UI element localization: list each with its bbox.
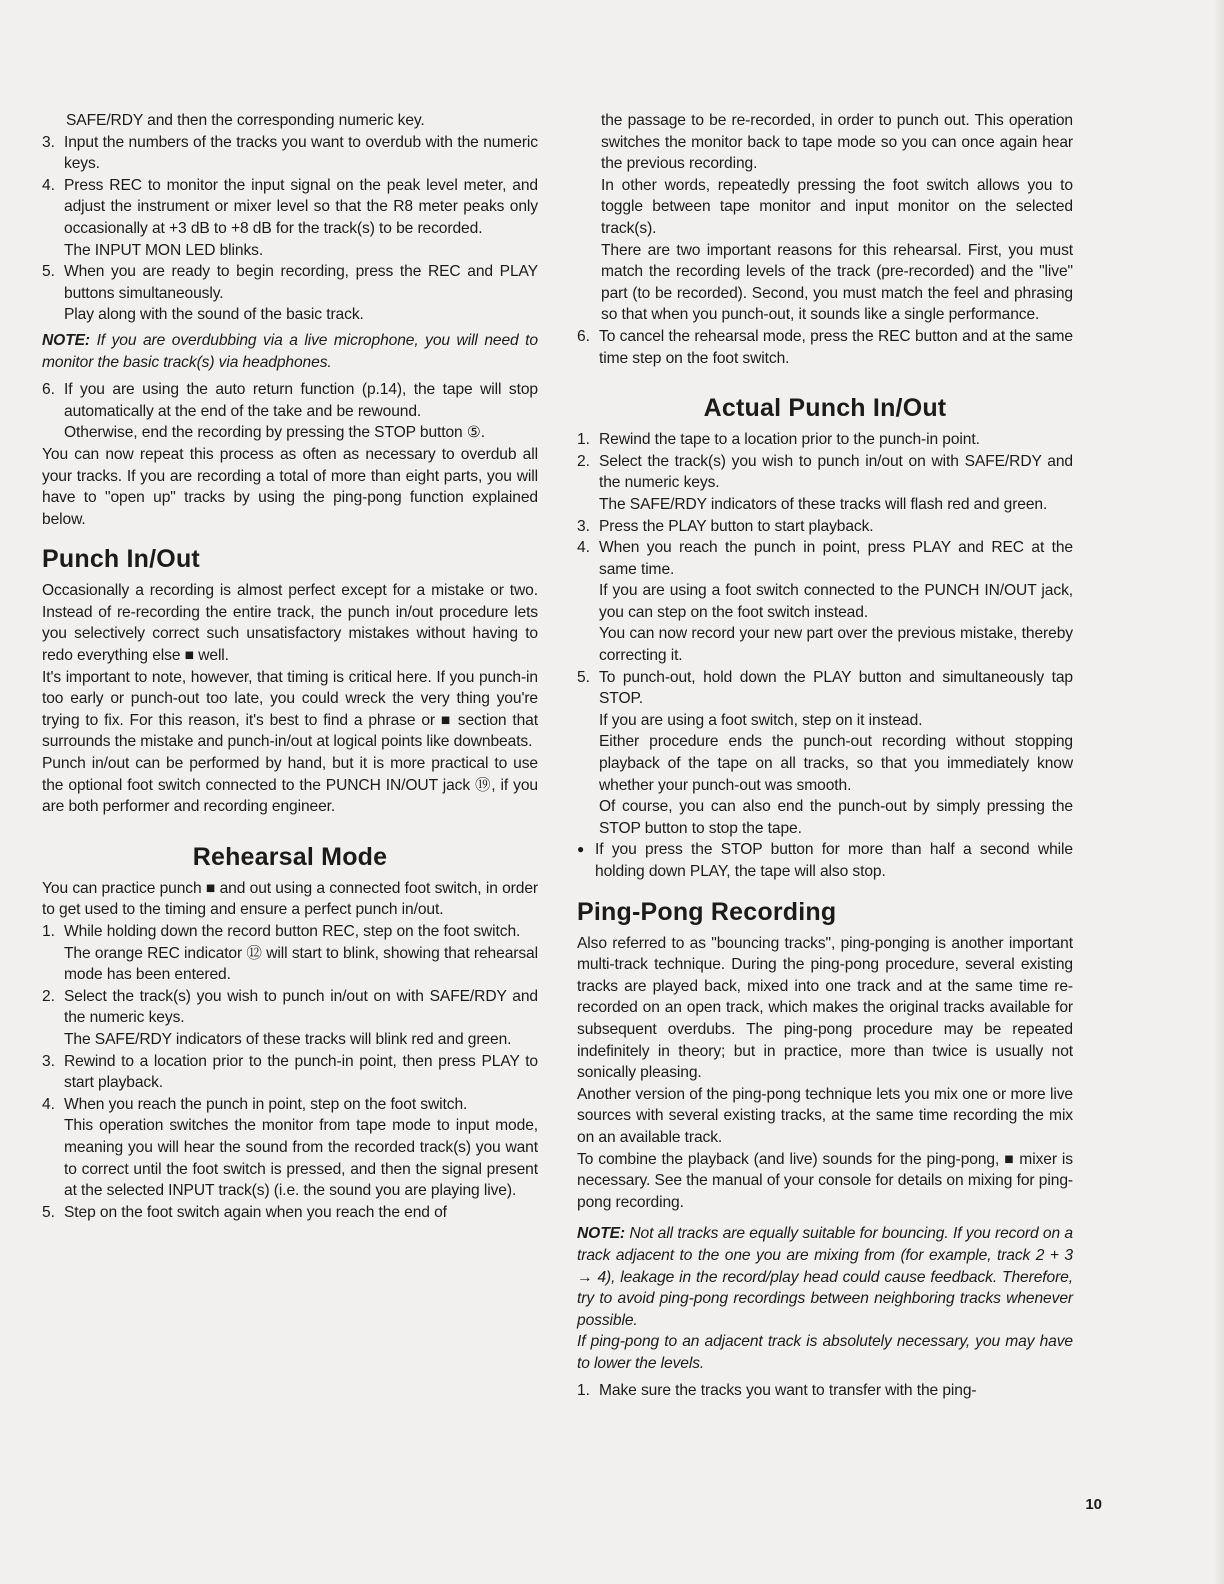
rehearsal-steps-list: [42, 921, 538, 1223]
step-number: 4.: [42, 176, 55, 194]
step-number: 3.: [42, 133, 55, 151]
step-paragraph: While holding down the record button REC, step on the foot switch.: [64, 923, 521, 940]
right-column: [577, 110, 1073, 1402]
note-2-text: Not all tracks are equally suitable for bouncing. If you record on a track adjacent to the one you are mixing from (for example, track 2 + 3 → 4), leakage in the record/play head could cause feedback. Therefore, try to avoid ping-pong recordings between neighboring tracks whenever possible.: [577, 1225, 1073, 1329]
step-number: 5.: [577, 668, 590, 686]
ping-step-1: [577, 1380, 1073, 1402]
list-item: [42, 132, 538, 175]
step-text: [64, 261, 538, 326]
step-paragraph: The SAFE/RDY indicators of these tracks will flash red and green.: [599, 495, 1048, 513]
step-paragraph: If you are using the auto return function (p.14), the tape will stop automatically at the end of the take and be rewound.: [64, 381, 538, 420]
step-text: [64, 1202, 538, 1224]
step-text: [64, 1094, 538, 1202]
step-paragraph: The INPUT MON LED blinks.: [64, 241, 264, 259]
ping-paragraphs: [577, 933, 1073, 1214]
step-paragraph: Select the track(s) you wish to punch in/out on with SAFE/RDY and the numeric keys.: [64, 987, 538, 1027]
note-2-label: NOTE:: [577, 1225, 626, 1243]
step-paragraph: When you reach the punch in point, press PLAY and REC at the same time.: [599, 539, 1073, 578]
bullet-text: If you press the STOP button for more than half a second while holding down PLAY, the tape will also stop.: [595, 841, 1073, 880]
list-item: [42, 1094, 538, 1202]
step-paragraph: Select the track(s) you wish to punch in/out on with SAFE/RDY and the numeric keys.: [599, 452, 1073, 492]
body-paragraph: the passage to be re-recorded, in order to punch out. This operation switches the monitor back to tape mode so you can once again hear the previous recording.: [601, 112, 1073, 173]
step-number: 5.: [42, 1203, 55, 1221]
list-item: [577, 1380, 1073, 1402]
page-edge-shadow: [1214, 0, 1224, 1584]
list-item: [42, 986, 538, 1051]
step-text: [599, 1380, 1073, 1402]
step-number: 2.: [42, 987, 55, 1005]
body-paragraph: In other words, repeatedly pressing the foot switch allows you to toggle between tape monitor and input monitor on the selected track(s).: [601, 176, 1073, 237]
step-text: [64, 1051, 538, 1094]
list-item: [42, 175, 538, 261]
body-paragraph: Punch in/out can be performed by hand, but it is more practical to use the optional foot switch connected to the PUNCH IN/OUT jack ⑲, if you are both performer and recording engineer.: [42, 755, 538, 816]
step-paragraph: When you are ready to begin recording, press the REC and PLAY buttons simultaneously.: [64, 263, 538, 302]
list-item: [577, 429, 1073, 451]
step-number: 3.: [42, 1052, 55, 1070]
step-paragraph: Press the PLAY button to start playback.: [599, 517, 874, 535]
step-number: 2.: [577, 452, 590, 470]
step-paragraph: Otherwise, end the recording by pressing the STOP button ⑤.: [64, 424, 485, 442]
step-text: [599, 516, 1073, 538]
list-item: [577, 451, 1073, 516]
step-number: 6.: [42, 381, 55, 399]
step-paragraph: If you are using a foot switch, step on it instead.: [599, 711, 923, 729]
step-number: 4.: [577, 539, 590, 557]
step-text: [599, 537, 1073, 667]
step-paragraph: The orange REC indicator ⑫ will start to blink, showing that rehearsal mode has been entered.: [64, 944, 538, 984]
step-paragraph: Play along with the sound of the basic track.: [64, 306, 364, 324]
step-paragraph: Input the numbers of the tracks you want to overdub with the numeric keys.: [64, 133, 538, 173]
step-text: [64, 132, 538, 175]
step-paragraph: When you reach the punch in point, step on the foot switch.: [64, 1095, 468, 1113]
body-paragraph: It's important to note, however, that timing is critical here. If you punch-in too early or punch-out too late, you could wreck the very thing you're trying to fix. For this reason, it's best to find a phrase or ■ section that surrounds the mistake and punch-in/out at logical points like downbeats.: [42, 668, 538, 751]
step-paragraph: Of course, you can also end the punch-out by simply pressing the STOP button to stop the tape.: [599, 798, 1073, 837]
body-paragraph: Also referred to as "bouncing tracks", ping-ponging is another important multi-track technique. During the ping-pong procedure, several existing tracks are played back, mixed into one track and at the same time re-recorded on an open track, which makes the original tracks available for subsequent overdubs. The ping-pong procedure may be repeated indefinitely in theory; but in practice, more than twice is usually not sonically pleasing.: [577, 934, 1073, 1082]
step-paragraph: The SAFE/RDY indicators of these tracks will blink red and green.: [64, 1030, 512, 1048]
note-2: [577, 1223, 1073, 1331]
step-text: [64, 379, 538, 444]
step-text: [599, 667, 1073, 840]
rehearsal-mode-heading: Rehearsal Mode: [192, 842, 388, 871]
step-text: [599, 326, 1073, 369]
bullet-dot-icon: ●: [577, 842, 585, 857]
list-item: [42, 1202, 538, 1224]
step-number: 5.: [42, 263, 55, 281]
note-1: [42, 330, 538, 373]
step-text: [64, 921, 538, 986]
punch-inout-heading: Punch In/Out: [42, 545, 200, 574]
step-text: [64, 986, 538, 1051]
list-item: [577, 516, 1073, 538]
body-paragraph: There are two important reasons for this rehearsal. First, you must match the recording levels of the track (pre-recorded) and the "live" part (to be recorded). Second, you must match the feel and phrasing so that when you punch-out, it sounds like a single performance.: [601, 241, 1073, 324]
actual-punch-heading: Actual Punch In/Out: [703, 394, 947, 423]
punch-paragraphs: [42, 580, 538, 818]
step-paragraph: Rewind the tape to a location prior to the punch-in point.: [599, 431, 980, 449]
steps-a-list: [42, 132, 538, 326]
step-paragraph: To cancel the rehearsal mode, press the REC button and at the same time step on the foot switch.: [599, 327, 1073, 367]
ping-pong-heading: Ping-Pong Recording: [577, 897, 837, 926]
list-item: [42, 1051, 538, 1094]
body-paragraph: Occasionally a recording is almost perfect except for a mistake or two. Instead of re-recording the entire track, the punch in/out procedure lets you selectively correct such unsatisfactory mistakes without having to redo everything else ■ well.: [42, 582, 538, 665]
body-paragraph: To combine the playback (and live) sounds for the ping-pong, ■ mixer is necessary. See the manual of your console for details on mixing for ping-pong recording.: [577, 1150, 1073, 1211]
note-1-text: If you are overdubbing via a live microphone, you will need to monitor the basic track(s) via headphones.: [42, 331, 538, 371]
step-text: [599, 429, 1073, 451]
list-item: [42, 379, 538, 444]
continued-line: SAFE/RDY and then the corresponding numeric key.: [66, 112, 425, 129]
list-item: [577, 326, 1073, 369]
note-1-label: NOTE:: [42, 331, 91, 349]
step-paragraph: Either procedure ends the punch-out recording without stopping playback of the tape on all tracks, so that you immediately know whether your punch-out was smooth.: [599, 733, 1073, 794]
step-number: 1.: [577, 1382, 590, 1400]
step-number: 3.: [577, 517, 590, 535]
step-number: 4.: [42, 1095, 55, 1113]
rehearsal-step-6: [577, 326, 1073, 369]
list-item: [577, 667, 1073, 840]
step-paragraph: To punch-out, hold down the PLAY button and simultaneously tap STOP.: [599, 668, 1073, 708]
list-item: [42, 921, 538, 986]
step-text: [64, 175, 538, 261]
page-number: 10: [1085, 1496, 1102, 1513]
step-paragraph: You can now record your new part over the previous mistake, thereby correcting it.: [599, 625, 1073, 665]
note-2-extra: If ping-pong to an adjacent track is absolutely necessary, you may have to lower the levels.: [577, 1333, 1073, 1372]
list-item: [42, 261, 538, 326]
right-continued: [577, 110, 1073, 326]
step-text: [599, 451, 1073, 516]
rehearsal-intro: You can practice punch ■ and out using a connected foot switch, in order to get used to the timing and ensure a perfect punch in/out.: [42, 879, 538, 919]
step-paragraph: If you are using a foot switch connected to the PUNCH IN/OUT jack, you can step on the foot switch instead.: [599, 582, 1073, 621]
step-paragraph: This operation switches the monitor from tape mode to input mode, meaning you will hear the sound from the recorded track(s) you want to correct until the foot switch is pressed, and then the signal present at the selected INPUT track(s) (i.e. the sound you are playing live).: [64, 1117, 538, 1200]
actual-steps-list: [577, 429, 1073, 839]
step-number: 1.: [42, 923, 55, 940]
overdub-paragraph: You can now repeat this process as often as necessary to overdub all your tracks. If you are recording a total of more than eight parts, you will have to "open up" tracks by using the ping-pong function explained below.: [42, 445, 538, 528]
list-item: [577, 537, 1073, 667]
step-number: 6.: [577, 327, 590, 345]
step-number: 1.: [577, 431, 590, 449]
body-paragraph: Another version of the ping-pong technique lets you mix one or more live sources with several existing tracks, at the same time recording the mix on an available track.: [577, 1085, 1073, 1146]
steps-b-list: [42, 379, 538, 444]
step-paragraph: Press REC to monitor the input signal on the peak level meter, and adjust the instrument or mixer level so that the R8 meter peaks only occasionally at +3 dB to +8 dB for the track(s) to be recorded.: [64, 176, 538, 237]
step-paragraph: Make sure the tracks you want to transfer with the ping-: [599, 1382, 977, 1400]
step-paragraph: Step on the foot switch again when you reach the end of: [64, 1203, 447, 1221]
step-paragraph: Rewind to a location prior to the punch-in point, then press PLAY to start playback.: [64, 1052, 538, 1092]
bullet-note: [577, 839, 1073, 882]
left-column: [42, 110, 538, 1223]
